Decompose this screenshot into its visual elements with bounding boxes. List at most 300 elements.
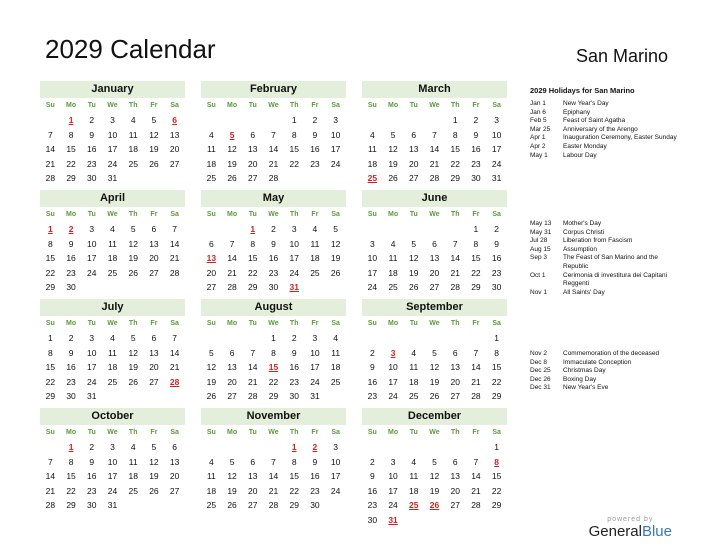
week-row [40, 251, 185, 266]
day-cell: 15 [289, 144, 299, 154]
day-cell: 28 [471, 391, 481, 401]
day-cell: 1 [494, 333, 499, 343]
day-cell: 29 [66, 500, 76, 510]
week-row [362, 375, 507, 390]
day-cell: 29 [471, 282, 481, 292]
weekday-label: Fr [311, 102, 319, 109]
weekday-label: Mo [388, 102, 399, 109]
day-cell: 26 [128, 376, 138, 387]
month-november [201, 408, 346, 513]
day-cell: 24 [107, 485, 118, 496]
day-cell: 22 [45, 267, 56, 278]
holiday-entry [530, 109, 680, 118]
week-row [201, 331, 346, 346]
week-row [362, 469, 507, 484]
day-cell: 25 [107, 267, 118, 278]
day-cell: 29 [45, 282, 56, 292]
day-cell [486, 513, 507, 528]
day-cell: 17 [388, 376, 398, 387]
weekday-label: Sa [492, 429, 501, 436]
week-row [362, 171, 507, 186]
day-cell: 5 [390, 129, 396, 140]
day-cell: 5 [208, 347, 214, 358]
weekday-label: Su [367, 429, 377, 436]
day-cell: 7 [271, 456, 276, 467]
day-cell: 17 [330, 471, 341, 481]
day-cell: 26 [206, 391, 217, 401]
day-cell: 16 [66, 253, 76, 263]
day-cell: 5 [411, 238, 417, 249]
day-cell: 14 [450, 253, 460, 263]
holiday-list-q1 [530, 86, 680, 160]
day-cell: 9 [312, 456, 318, 467]
day-cell: 27 [149, 267, 159, 278]
day-cell [325, 171, 346, 186]
day-cell [362, 331, 383, 346]
day-cell: 23 [471, 158, 481, 169]
holiday-date: Jul 28 [530, 237, 548, 245]
day-cell [403, 513, 424, 528]
holiday-date: May 31 [530, 228, 552, 236]
weekday-label: Su [206, 102, 216, 109]
weekday-header [362, 98, 507, 113]
day-cell: 7 [47, 129, 53, 140]
day-cell [123, 171, 144, 186]
day-cell: 4 [411, 347, 417, 358]
holiday-day: 8 [494, 456, 499, 467]
day-cell: 14 [169, 238, 180, 249]
day-cell: 25 [330, 376, 341, 387]
day-cell: 16 [491, 253, 502, 263]
day-cell [362, 222, 383, 237]
weekday-label: Fr [472, 429, 480, 436]
day-cell: 20 [169, 144, 180, 154]
weekday-label: Su [45, 429, 55, 436]
day-cell: 30 [87, 173, 97, 183]
weekday-label: Tu [248, 320, 257, 327]
day-cell: 23 [289, 376, 299, 387]
day-cell: 2 [473, 115, 479, 125]
day-cell [445, 513, 466, 528]
weekday-label: Mo [66, 102, 77, 109]
week-row [201, 237, 346, 252]
weekday-label: Th [450, 429, 460, 436]
weekday-label: Su [367, 102, 377, 109]
day-cell: 29 [45, 391, 56, 401]
day-cell: 5 [130, 333, 136, 343]
week-row [201, 498, 346, 513]
day-cell [123, 498, 144, 513]
weekday-header [201, 425, 346, 440]
day-cell: 12 [149, 456, 159, 467]
day-cell: 8 [47, 238, 53, 249]
week-row [201, 360, 346, 375]
day-cell: 10 [107, 456, 118, 467]
month-name: May [201, 190, 346, 207]
day-cell: 17 [107, 471, 118, 481]
holiday-entry [530, 272, 680, 289]
day-cell: 11 [409, 362, 419, 372]
day-cell: 9 [68, 238, 74, 249]
day-cell: 20 [450, 485, 460, 496]
month-name: August [201, 299, 346, 316]
day-cell: 1 [452, 115, 458, 125]
day-cell: 9 [369, 362, 375, 372]
day-cell [201, 331, 222, 346]
day-cell: 4 [130, 442, 136, 452]
weekday-label: Su [206, 320, 216, 327]
day-cell: 15 [248, 253, 258, 263]
week-row [201, 375, 346, 390]
day-cell: 31 [491, 173, 502, 183]
day-cell: 23 [491, 267, 502, 278]
weekday-label: Tu [87, 102, 96, 109]
day-cell: 22 [289, 485, 299, 496]
day-cell [403, 440, 424, 455]
day-cell: 10 [388, 471, 398, 481]
holiday-date: Oct 1 [530, 271, 546, 279]
day-cell: 6 [208, 238, 214, 249]
day-cell [424, 331, 445, 346]
day-cell: 22 [45, 376, 56, 387]
day-cell: 18 [128, 471, 138, 481]
day-cell: 25 [388, 282, 398, 292]
holiday-day: 1 [68, 115, 74, 125]
week-row [362, 280, 507, 295]
day-cell: 15 [66, 144, 76, 154]
day-cell [164, 389, 185, 404]
day-cell: 7 [452, 238, 458, 249]
week-row [201, 346, 346, 361]
day-cell [144, 280, 165, 295]
day-cell: 22 [66, 485, 76, 496]
day-cell [305, 171, 326, 186]
day-cell: 28 [471, 500, 481, 510]
holiday-entry [530, 367, 680, 376]
day-cell [222, 222, 243, 237]
day-cell: 1 [291, 115, 297, 125]
weekday-label: Sa [170, 102, 179, 109]
month-october [40, 408, 185, 513]
day-cell: 12 [128, 347, 138, 358]
holiday-name: Commemoration of the deceased [563, 350, 660, 357]
day-cell: 19 [128, 362, 138, 372]
week-row [40, 455, 185, 470]
weekday-label: Th [128, 320, 138, 327]
day-cell: 23 [310, 158, 320, 169]
week-row [362, 113, 507, 128]
holiday-entry [530, 254, 680, 271]
week-row [362, 360, 507, 375]
day-cell: 11 [409, 471, 419, 481]
holiday-date: Dec 26 [530, 375, 551, 383]
week-row [201, 113, 346, 128]
day-cell [325, 389, 346, 404]
day-cell [123, 389, 144, 404]
day-cell: 24 [388, 391, 398, 401]
day-cell: 11 [388, 253, 398, 263]
weekday-label: Fr [150, 211, 158, 218]
holiday-name: New Year's Eve [563, 384, 609, 392]
holiday-date: Aug 15 [530, 245, 551, 253]
week-row [201, 469, 346, 484]
holiday-entry [530, 384, 680, 393]
day-cell: 27 [248, 500, 258, 510]
day-cell: 12 [128, 238, 138, 249]
day-cell: 24 [310, 376, 320, 387]
holiday-date: Jan 6 [530, 108, 546, 116]
holiday-date: Dec 31 [530, 384, 551, 392]
day-cell: 16 [310, 471, 320, 481]
day-cell: 19 [227, 485, 237, 496]
day-cell: 22 [491, 485, 502, 496]
day-cell: 29 [450, 173, 460, 183]
day-cell: 8 [452, 129, 458, 140]
day-cell: 28 [429, 173, 440, 183]
day-cell: 6 [172, 442, 177, 452]
holiday-date: Feb 5 [530, 117, 547, 125]
day-cell: 20 [248, 485, 258, 496]
day-cell: 29 [268, 391, 279, 401]
day-cell: 18 [206, 485, 217, 496]
day-cell [403, 331, 424, 346]
holiday-day: 31 [388, 514, 398, 525]
day-cell: 17 [289, 253, 299, 263]
day-cell: 21 [169, 362, 180, 372]
holiday-name: Assumption [563, 245, 597, 253]
day-cell: 14 [471, 362, 481, 372]
weekday-label: Th [128, 429, 138, 436]
day-cell: 2 [369, 456, 375, 467]
day-cell: 11 [331, 347, 341, 358]
week-row [201, 142, 346, 157]
day-cell: 25 [206, 173, 217, 183]
weekday-label: Tu [87, 320, 96, 327]
holiday-date: Dec 25 [530, 367, 551, 375]
weekday-label: We [107, 429, 118, 436]
holiday-day: 1 [68, 442, 74, 452]
day-cell: 3 [312, 333, 318, 343]
day-cell: 26 [149, 158, 159, 169]
day-cell: 15 [491, 471, 502, 481]
day-cell: 11 [128, 129, 138, 140]
day-cell [424, 113, 445, 128]
weekday-label: Su [206, 211, 216, 218]
weekday-label: Mo [227, 102, 238, 109]
weekday-label: Tu [87, 211, 96, 218]
day-cell: 30 [66, 282, 76, 292]
day-cell [102, 280, 123, 295]
day-cell: 27 [450, 500, 460, 510]
day-cell: 2 [68, 333, 74, 343]
day-cell: 26 [429, 391, 440, 401]
week-row [201, 128, 346, 143]
day-cell [424, 440, 445, 455]
day-cell: 17 [330, 144, 341, 154]
day-cell: 28 [268, 500, 279, 510]
day-cell [445, 331, 466, 346]
day-cell: 13 [149, 238, 159, 249]
week-row [40, 389, 185, 404]
holiday-day: 13 [206, 253, 217, 263]
day-cell: 23 [87, 485, 97, 496]
day-cell [383, 331, 404, 346]
holiday-name: Christmas Day [563, 367, 606, 375]
day-cell: 5 [432, 456, 437, 467]
day-cell: 14 [268, 471, 279, 481]
month-july [40, 299, 185, 404]
day-cell: 20 [450, 376, 460, 387]
holiday-entry [530, 246, 680, 255]
weekday-label: We [429, 320, 440, 327]
day-cell: 7 [229, 238, 235, 249]
day-cell: 6 [229, 347, 235, 358]
weekday-label: Fr [150, 320, 158, 327]
day-cell: 18 [330, 362, 341, 372]
day-cell: 29 [289, 500, 299, 510]
day-cell: 4 [333, 333, 338, 343]
weekday-label: We [429, 211, 440, 218]
week-row [201, 157, 346, 172]
day-cell: 24 [87, 267, 97, 278]
week-row [362, 142, 507, 157]
weekday-label: We [429, 429, 440, 436]
day-cell: 20 [409, 158, 419, 169]
day-cell: 23 [367, 500, 378, 510]
day-cell: 22 [450, 158, 460, 169]
day-cell: 4 [208, 456, 214, 467]
day-cell: 6 [151, 224, 157, 234]
day-cell: 3 [333, 115, 338, 125]
week-row [40, 331, 185, 346]
holiday-date: Nov 1 [530, 288, 547, 296]
day-cell [201, 113, 222, 128]
day-cell: 19 [128, 253, 138, 263]
weekday-label: Su [45, 102, 55, 109]
day-cell: 21 [429, 158, 440, 169]
weekday-header [201, 207, 346, 222]
month-june [362, 190, 507, 295]
day-cell: 15 [471, 253, 481, 263]
day-cell: 23 [268, 267, 279, 278]
week-row [362, 346, 507, 361]
day-cell: 3 [89, 224, 95, 234]
day-cell: 15 [45, 362, 56, 372]
day-cell [242, 331, 263, 346]
weekday-label: Mo [66, 429, 77, 436]
day-cell: 13 [248, 144, 258, 154]
day-cell [263, 113, 284, 128]
day-cell: 17 [491, 144, 502, 154]
day-cell: 22 [491, 376, 502, 387]
month-april [40, 190, 185, 295]
holiday-entry [530, 220, 680, 229]
weekday-label: Fr [472, 102, 480, 109]
day-cell: 5 [432, 347, 437, 358]
weekday-label: Sa [492, 102, 501, 109]
holiday-day: 25 [367, 173, 378, 183]
day-cell [144, 171, 165, 186]
month-name: July [40, 299, 185, 316]
day-cell: 25 [128, 158, 138, 169]
weekday-label: Mo [388, 320, 399, 327]
day-cell: 15 [45, 253, 56, 263]
day-cell: 3 [110, 115, 115, 125]
holiday-name: Feast of Saint Agatha [563, 117, 626, 125]
day-cell: 2 [312, 115, 318, 125]
day-cell: 18 [107, 362, 118, 372]
day-cell: 27 [248, 173, 258, 183]
day-cell: 8 [47, 347, 53, 358]
day-cell: 25 [206, 500, 217, 510]
weekday-label: Th [128, 102, 138, 109]
day-cell: 25 [107, 376, 118, 387]
day-cell: 10 [491, 129, 502, 140]
holiday-day: 25 [409, 500, 419, 510]
day-cell: 24 [87, 376, 97, 387]
day-cell: 12 [429, 362, 440, 372]
day-cell: 14 [45, 144, 56, 154]
holiday-name: Mother's Day [563, 220, 602, 227]
day-cell: 7 [432, 129, 437, 140]
weekday-label: Tu [248, 211, 257, 218]
day-cell: 6 [452, 456, 458, 467]
day-cell: 12 [388, 144, 398, 154]
day-cell: 22 [471, 267, 481, 278]
weekday-label: Fr [150, 429, 158, 436]
day-cell: 11 [206, 471, 216, 481]
day-cell: 3 [369, 238, 375, 249]
day-cell: 8 [291, 129, 297, 140]
day-cell: 5 [130, 224, 136, 234]
week-row [362, 331, 507, 346]
holiday-entry [530, 237, 680, 246]
day-cell: 15 [491, 362, 502, 372]
week-row [362, 455, 507, 470]
week-row [362, 440, 507, 455]
day-cell: 7 [172, 224, 177, 234]
day-cell: 15 [66, 471, 76, 481]
day-cell: 20 [149, 253, 159, 263]
day-cell: 23 [66, 376, 76, 387]
month-name: November [201, 408, 346, 425]
day-cell: 21 [248, 376, 258, 387]
day-cell [466, 513, 487, 528]
holiday-list-title: 2029 Holidays for San Marino [530, 86, 635, 95]
day-cell: 21 [450, 267, 460, 278]
weekday-label: We [268, 429, 279, 436]
weekday-label: We [107, 211, 118, 218]
day-cell: 4 [411, 456, 417, 467]
day-cell: 24 [330, 485, 341, 496]
day-cell [383, 440, 404, 455]
month-name: April [40, 190, 185, 207]
holiday-entry [530, 152, 680, 161]
day-cell: 7 [473, 347, 479, 358]
day-cell: 6 [151, 333, 157, 343]
day-cell: 28 [450, 282, 460, 292]
day-cell: 27 [169, 158, 180, 169]
day-cell: 9 [312, 129, 318, 140]
day-cell: 21 [471, 376, 481, 387]
day-cell: 20 [169, 471, 180, 481]
day-cell: 18 [128, 144, 138, 154]
day-cell: 19 [227, 158, 237, 169]
day-cell: 30 [268, 282, 279, 292]
day-cell: 20 [149, 362, 159, 372]
week-row [201, 251, 346, 266]
holiday-entry [530, 359, 680, 368]
